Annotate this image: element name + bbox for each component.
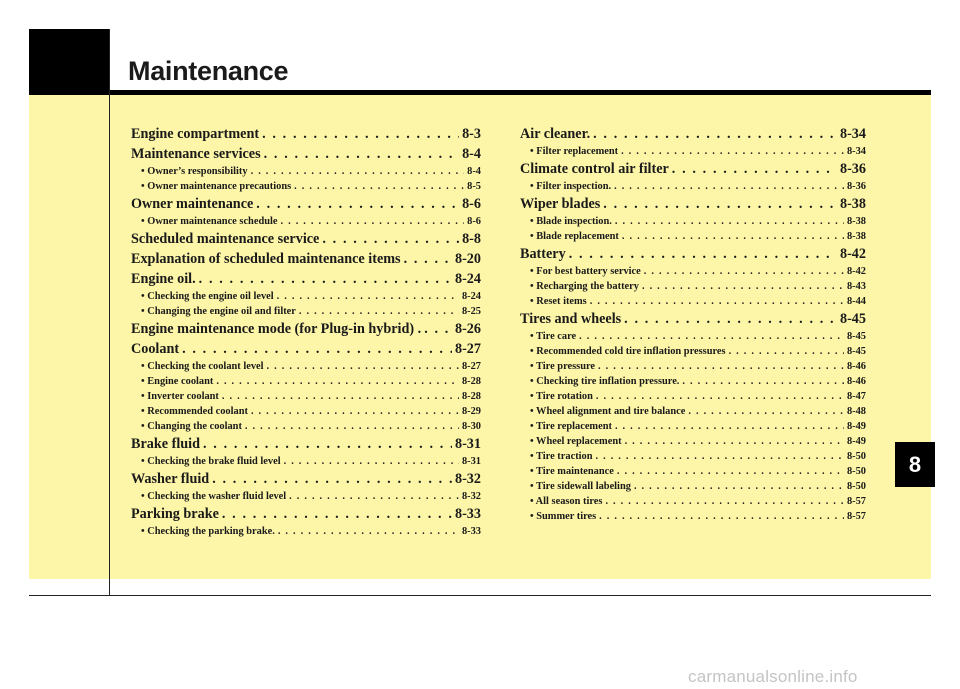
toc-subentry[interactable] <box>520 294 866 309</box>
toc-entry[interactable] <box>131 270 481 289</box>
toc-page-number: 8-46 <box>846 376 866 387</box>
toc-subentry[interactable] <box>131 304 481 319</box>
header-black-block <box>29 29 109 95</box>
toc-subentry[interactable] <box>520 344 866 359</box>
dot-leader <box>615 214 844 229</box>
toc-page-number: 8-8 <box>462 231 481 247</box>
toc-subentry[interactable] <box>520 374 866 389</box>
toc-page-number: 8-33 <box>461 526 481 537</box>
left-margin-line <box>109 29 110 596</box>
dot-leader <box>277 289 459 304</box>
dot-leader <box>245 419 459 434</box>
dot-leader <box>644 264 844 279</box>
dot-leader <box>294 179 464 194</box>
toc-entry-label: Parking brake <box>131 506 219 522</box>
toc-entry-label: • Tire sidewall labeling <box>530 481 631 492</box>
dot-leader <box>593 125 837 144</box>
toc-subentry[interactable] <box>520 419 866 434</box>
toc-page-number: 8-46 <box>846 361 866 372</box>
dot-leader <box>596 449 844 464</box>
toc-subentry[interactable] <box>131 419 481 434</box>
toc-page-number: 8-27 <box>454 341 481 357</box>
toc-page-number: 8-42 <box>846 266 866 277</box>
toc-page-number: 8-32 <box>454 471 481 487</box>
toc-page-number: 8-27 <box>461 361 481 372</box>
toc-page-number: 8-25 <box>461 306 481 317</box>
toc-entry-label: • For best battery service <box>530 266 641 277</box>
toc-page-number: 8-4 <box>467 166 481 177</box>
toc-entry[interactable] <box>131 250 481 269</box>
toc-page-number: 8-44 <box>846 296 866 307</box>
dot-leader <box>404 250 452 269</box>
toc-entry-label: Battery <box>520 246 566 262</box>
toc-entry-label: Washer fluid <box>131 471 210 487</box>
toc-subentry[interactable] <box>520 389 866 404</box>
toc-page-number: 8-6 <box>467 216 481 227</box>
toc-page-number: 8-34 <box>846 146 866 157</box>
toc-page-number: 8-24 <box>461 291 481 302</box>
dot-leader <box>617 464 844 479</box>
toc-entry[interactable] <box>131 505 481 524</box>
dot-leader <box>624 310 837 329</box>
toc-page-number: 8-31 <box>454 436 481 452</box>
dot-leader <box>615 419 844 434</box>
toc-subentry[interactable] <box>131 454 481 469</box>
toc-entry-label: Engine oil. <box>131 271 196 287</box>
toc-entry-label: Explanation of scheduled maintenance items <box>131 251 401 267</box>
toc-entry-label: • Tire pressure <box>530 361 596 372</box>
toc-page-number: 8-57 <box>846 496 866 507</box>
page-title: Maintenance <box>128 56 289 86</box>
toc-subentry[interactable] <box>131 164 481 179</box>
toc-subentry[interactable] <box>131 214 481 229</box>
toc-entry-label: • Checking the washer fluid level <box>141 491 287 502</box>
toc-page-number: 8-48 <box>846 406 866 417</box>
toc-page-number: 8-50 <box>846 451 866 462</box>
toc-entry-label: • Filter replacement <box>530 146 619 157</box>
toc-page-number: 8-49 <box>846 421 866 432</box>
toc-entry-label: • Wheel alignment and tire balance <box>530 406 686 417</box>
toc-subentry[interactable] <box>520 449 866 464</box>
dot-leader <box>642 279 844 294</box>
dot-leader <box>622 229 844 244</box>
toc-page-number: 8-32 <box>461 491 481 502</box>
toc-entry[interactable] <box>131 230 481 249</box>
dot-leader <box>634 479 844 494</box>
toc-page-number: 8-43 <box>846 281 866 292</box>
toc-entry-label: Brake fluid <box>131 436 200 452</box>
toc-entry-label: • Recommended coolant <box>141 406 248 417</box>
toc-page-number: 8-24 <box>454 271 481 287</box>
dot-leader <box>299 304 459 319</box>
dot-leader <box>688 404 844 419</box>
dot-leader <box>569 245 837 264</box>
toc-subentry[interactable] <box>520 509 866 524</box>
toc-subentry[interactable] <box>131 389 481 404</box>
toc-entry-label: • Checking the parking brake. <box>141 526 275 537</box>
toc-entry[interactable] <box>520 195 866 214</box>
toc-entry-label: Climate control air filter <box>520 161 669 177</box>
toc-subentry[interactable] <box>520 279 866 294</box>
dot-leader <box>212 470 452 489</box>
toc-entry-label: • Engine coolant <box>141 376 214 387</box>
toc-entry-label: Maintenance services <box>131 146 261 162</box>
toc-page-number: 8-4 <box>462 146 481 162</box>
toc-subentry[interactable] <box>520 179 866 194</box>
toc-entry-label: • Owner maintenance schedule <box>141 216 278 227</box>
toc-entry-label: • Reset items <box>530 296 587 307</box>
dot-leader <box>199 270 452 289</box>
toc-entry-label: • Summer tires <box>530 511 597 522</box>
toc-page-number: 8-38 <box>846 216 866 227</box>
dot-leader <box>264 145 459 164</box>
dot-leader <box>599 509 844 524</box>
dot-leader <box>605 494 844 509</box>
toc-entry-label: • Blade replacement <box>530 231 619 242</box>
toc-entry-label: Owner maintenance <box>131 196 254 212</box>
toc-entry-label: Engine maintenance mode (for Plug-in hybrid) . <box>131 321 422 337</box>
toc-subentry[interactable] <box>131 374 481 389</box>
toc-page-number: 8-31 <box>461 456 481 467</box>
chapter-tab[interactable]: 8 <box>895 442 935 487</box>
toc-subentry[interactable] <box>131 359 481 374</box>
toc-subentry[interactable] <box>131 179 481 194</box>
toc-right-column <box>520 124 866 524</box>
toc-entry-label: • Checking the coolant level <box>141 361 264 372</box>
toc-entry-label: • Tire care <box>530 331 577 342</box>
dot-leader <box>182 340 452 359</box>
toc-page-number: 8-28 <box>461 376 481 387</box>
toc-entry-label: • Checking tire inflation pressure. <box>530 376 680 387</box>
toc-left-column <box>131 124 481 539</box>
dot-leader <box>281 214 465 229</box>
toc-entry-label: Wiper blades <box>520 196 601 212</box>
dot-leader <box>267 359 459 374</box>
toc-page-number: 8-26 <box>454 321 481 337</box>
toc-subentry[interactable] <box>520 144 866 159</box>
toc-page-number: 8-28 <box>461 391 481 402</box>
toc-entry-label: • Blade inspection. <box>530 216 612 227</box>
watermark: carmanualsonline.info <box>688 667 858 686</box>
toc-entry-label: • Filter inspection. <box>530 181 612 192</box>
toc-entry-label: • Owner’s responsibility <box>141 166 248 177</box>
toc-entry-label: • Recommended cold tire inflation pressures <box>530 346 726 357</box>
dot-leader <box>729 344 844 359</box>
toc-page-number: 8-5 <box>467 181 481 192</box>
toc-entry-label: • Tire maintenance <box>530 466 614 477</box>
toc-entry[interactable] <box>131 195 481 214</box>
toc-entry[interactable] <box>131 125 481 144</box>
toc-entry-label: • Tire replacement <box>530 421 612 432</box>
toc-entry-label: • Checking the engine oil level <box>141 291 274 302</box>
toc-subentry[interactable] <box>520 434 866 449</box>
toc-subentry[interactable] <box>131 289 481 304</box>
toc-entry-label: • Tire traction <box>530 451 593 462</box>
toc-page-number: 8-57 <box>846 511 866 522</box>
dot-leader <box>590 294 844 309</box>
toc-entry-label: Engine compartment <box>131 126 260 142</box>
dot-leader <box>256 195 459 214</box>
toc-page-number: 8-30 <box>461 421 481 432</box>
toc-entry-label: • Owner maintenance precautions <box>141 181 292 192</box>
toc-entry[interactable] <box>520 125 866 144</box>
toc-entry-label: Air cleaner. <box>520 126 591 142</box>
toc-page-number: 8-38 <box>846 231 866 242</box>
toc-entry[interactable] <box>520 245 866 264</box>
toc-entry[interactable] <box>131 340 481 359</box>
toc-subentry[interactable] <box>520 214 866 229</box>
dot-leader <box>251 404 459 419</box>
toc-page-number: 8-20 <box>454 251 481 267</box>
toc-page-number: 8-34 <box>839 126 866 142</box>
dot-leader <box>262 125 459 144</box>
toc-subentry[interactable] <box>520 264 866 279</box>
toc-entry-label: • Recharging the battery <box>530 281 639 292</box>
dot-leader <box>284 454 459 469</box>
toc-page-number: 8-50 <box>846 481 866 492</box>
dot-leader <box>216 374 459 389</box>
toc-entry-label: • Changing the engine oil and filter <box>141 306 296 317</box>
toc-entry-label: • Tire rotation <box>530 391 593 402</box>
dot-leader <box>596 389 844 404</box>
toc-entry[interactable] <box>131 470 481 489</box>
toc-subentry[interactable] <box>520 359 866 374</box>
dot-leader <box>603 195 837 214</box>
toc-entry[interactable] <box>131 145 481 164</box>
toc-entry[interactable] <box>520 310 866 329</box>
toc-entry-label: Tires and wheels <box>520 311 622 327</box>
dot-leader <box>289 489 459 504</box>
toc-entry[interactable] <box>131 320 481 339</box>
toc-entry-label: • Changing the coolant <box>141 421 242 432</box>
toc-entry[interactable] <box>131 435 481 454</box>
toc-entry[interactable] <box>520 160 866 179</box>
toc-entry-label: Coolant <box>131 341 180 357</box>
toc-entry-label: • Wheel replacement <box>530 436 622 447</box>
toc-page-number: 8-36 <box>846 181 866 192</box>
dot-leader <box>625 434 844 449</box>
toc-entry-label: • All season tires <box>530 496 603 507</box>
toc-page-number: 8-45 <box>846 331 866 342</box>
toc-page-number: 8-49 <box>846 436 866 447</box>
toc-page-number: 8-33 <box>454 506 481 522</box>
dot-leader <box>203 435 452 454</box>
dot-leader <box>424 320 452 339</box>
toc-page-number: 8-6 <box>462 196 481 212</box>
toc-entry-label: • Inverter coolant <box>141 391 219 402</box>
toc-page-number: 8-45 <box>839 311 866 327</box>
toc-subentry[interactable] <box>520 229 866 244</box>
bottom-rule <box>29 595 931 596</box>
toc-page-number: 8-50 <box>846 466 866 477</box>
toc-entry-label: Scheduled maintenance service <box>131 231 320 247</box>
dot-leader <box>682 374 844 389</box>
dot-leader <box>598 359 844 374</box>
toc-subentry[interactable] <box>520 479 866 494</box>
toc-page-number: 8-38 <box>839 196 866 212</box>
toc-subentry[interactable] <box>520 494 866 509</box>
toc-subentry[interactable] <box>520 464 866 479</box>
toc-page-number: 8-45 <box>846 346 866 357</box>
dot-leader <box>322 230 459 249</box>
toc-subentry[interactable] <box>131 404 481 419</box>
dot-leader <box>251 164 465 179</box>
dot-leader <box>614 179 844 194</box>
toc-page-number: 8-47 <box>846 391 866 402</box>
dot-leader <box>278 524 459 539</box>
toc-page-number: 8-3 <box>462 126 481 142</box>
toc-page-number: 8-42 <box>839 246 866 262</box>
toc-page-number: 8-29 <box>461 406 481 417</box>
dot-leader <box>222 389 459 404</box>
toc-subentry[interactable] <box>131 524 481 539</box>
dot-leader <box>672 160 837 179</box>
toc-entry-label: • Checking the brake fluid level <box>141 456 281 467</box>
toc-subentry[interactable] <box>520 404 866 419</box>
toc-subentry[interactable] <box>131 489 481 504</box>
dot-leader <box>222 505 452 524</box>
dot-leader <box>579 329 844 344</box>
dot-leader <box>621 144 844 159</box>
toc-page-number: 8-36 <box>839 161 866 177</box>
toc-subentry[interactable] <box>520 329 866 344</box>
